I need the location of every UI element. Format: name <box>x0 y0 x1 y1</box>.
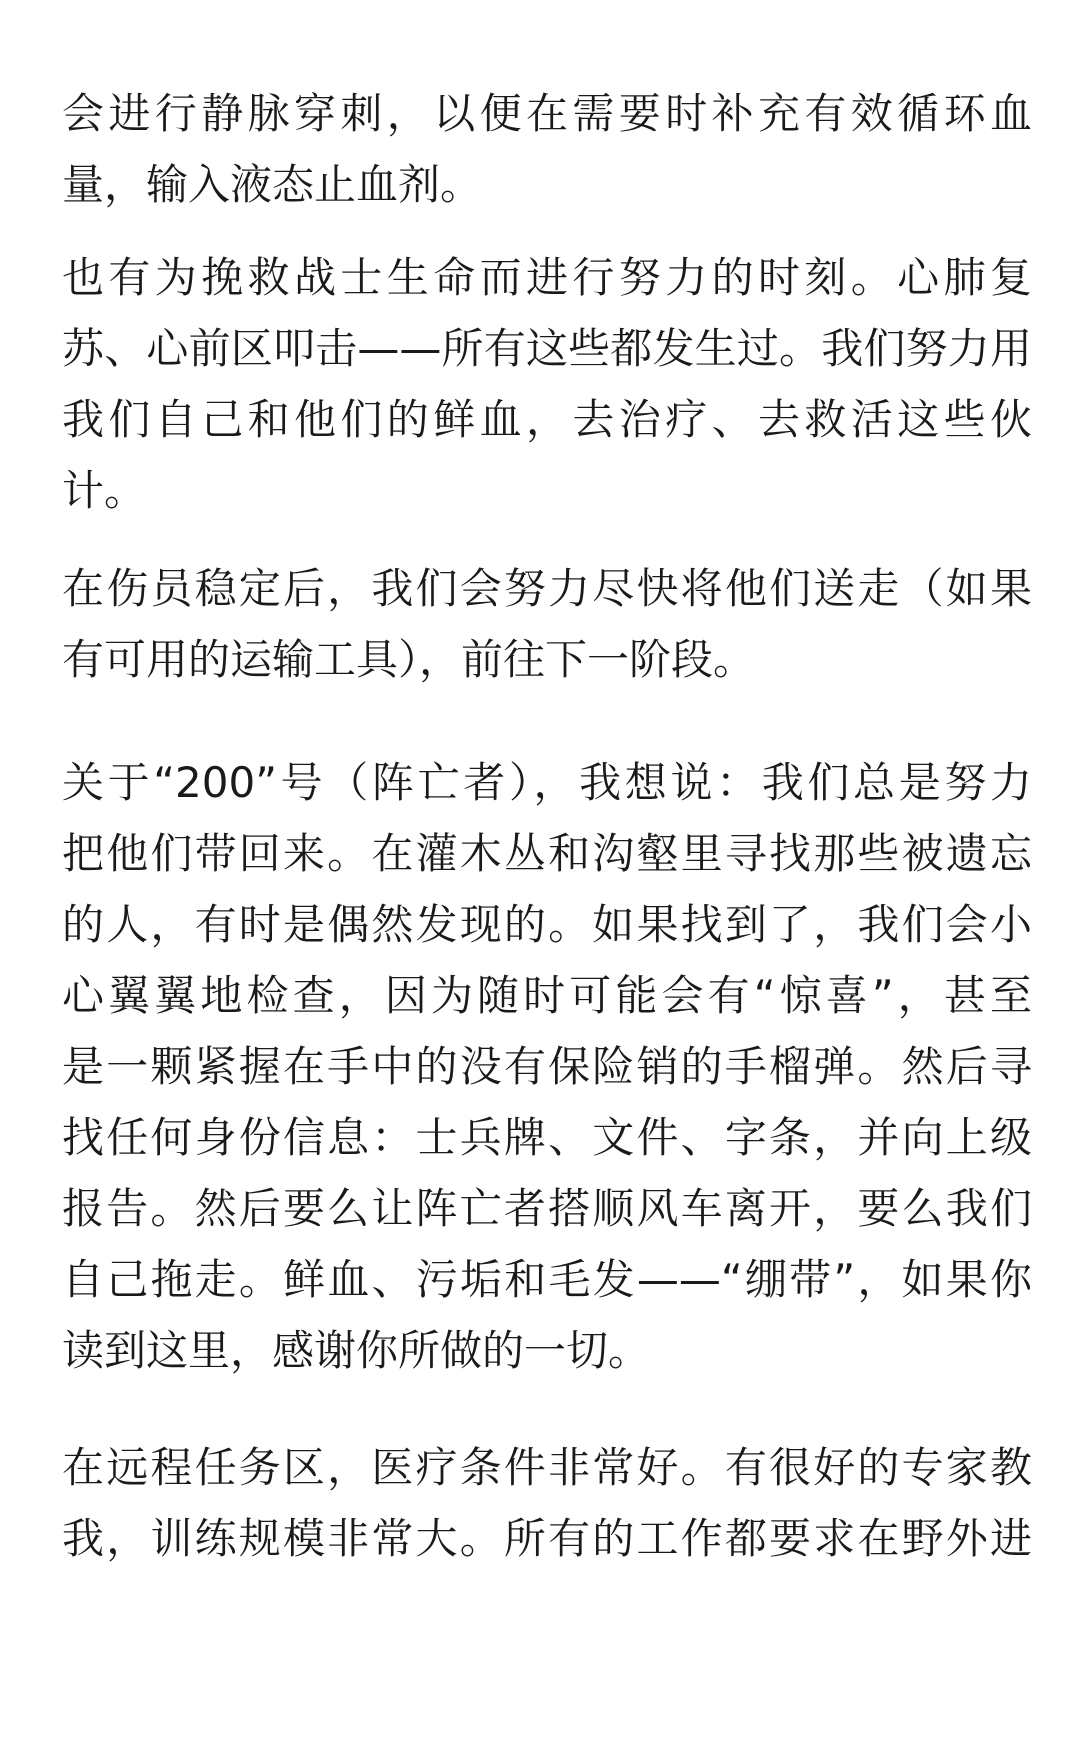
text-line: 在远程任务区，医疗条件非常好。有很好的专家教 <box>62 1443 1032 1492</box>
text-line: 是一颗紧握在手中的没有保险销的手榴弹。然后寻 <box>62 1042 1032 1091</box>
text-line: 也有为挽救战士生命而进行努力的时刻。心肺复 <box>62 253 1032 302</box>
text-line: 我，训练规模非常大。所有的工作都要求在野外进 <box>62 1514 1032 1563</box>
text-line: 的人，有时是偶然发现的。如果找到了，我们会小 <box>62 900 1032 949</box>
text-line: 把他们带回来。在灌木丛和沟壑里寻找那些被遗忘 <box>62 829 1032 878</box>
text-line: 苏、心前区叩击——所有这些都发生过。我们努力用 <box>62 324 1032 373</box>
text-line: 量，输入液态止血剂。 <box>62 160 483 209</box>
text-line: 我们自己和他们的鲜血，去治疗、去救活这些伙 <box>62 395 1032 444</box>
text-line: 关于“200”号（阵亡者），我想说：我们总是努力 <box>62 758 1032 807</box>
text-line: 在伤员稳定后，我们会努力尽快将他们送走（如果 <box>62 564 1032 613</box>
text-line: 会进行静脉穿刺，以便在需要时补充有效循环血 <box>62 89 1032 138</box>
text-line: 找任何身份信息：士兵牌、文件、字条，并向上级 <box>62 1113 1032 1162</box>
text-line: 心翼翼地检查，因为随时可能会有“惊喜”，甚至 <box>62 971 1032 1020</box>
text-line: 自己拖走。鲜血、污垢和毛发——“绷带”，如果你 <box>62 1255 1032 1304</box>
text-line: 有可用的运输工具），前往下一阶段。 <box>62 635 756 684</box>
text-line: 计。 <box>62 466 147 515</box>
text-line: 报告。然后要么让阵亡者搭顺风车离开，要么我们 <box>62 1184 1032 1233</box>
text-line: 读到这里，感谢你所做的一切。 <box>62 1326 651 1375</box>
